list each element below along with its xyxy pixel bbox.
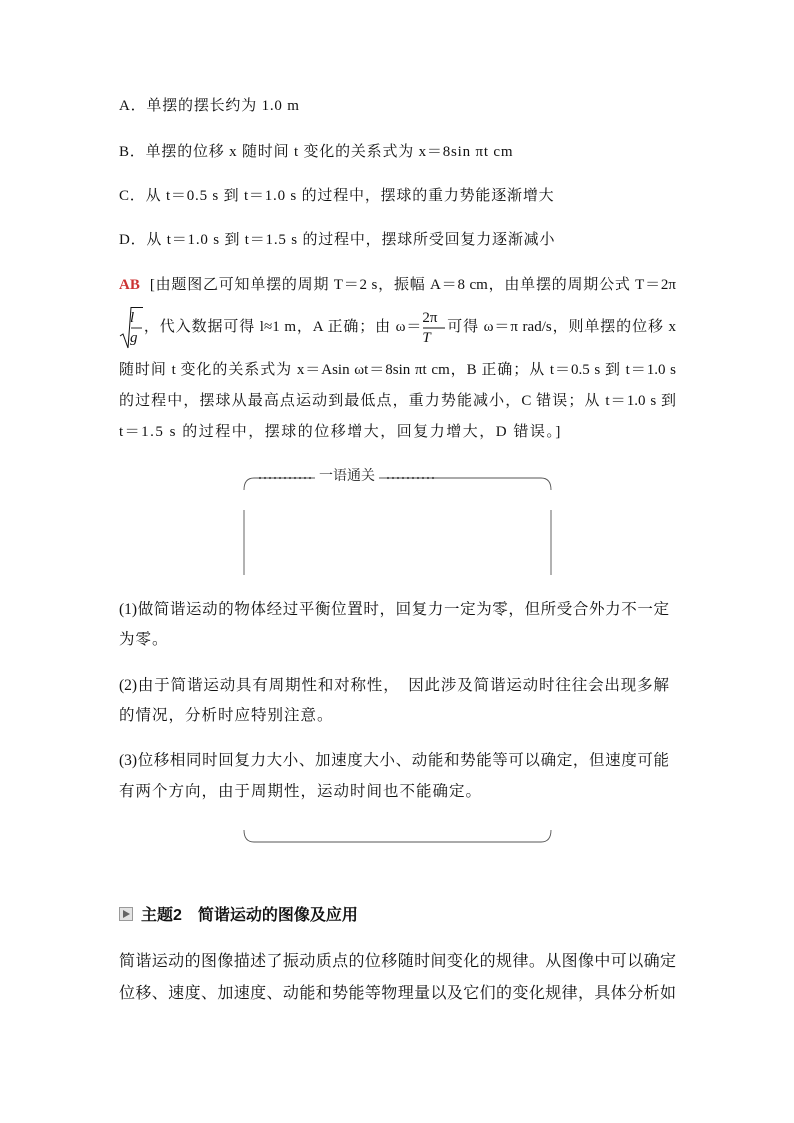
summary-line-3: (2)由于简谐运动具有周期性和对称性， 因此涉及简谐运动时往往会出现多解 (119, 677, 669, 694)
play-triangle-icon (119, 906, 133, 920)
answer-line-3: 随时间 t 变化的关系式为 x＝Asin ωt＝8sin πt cm，B 正确；从 t＝0.5 s 到 t＝1.0 s (119, 362, 676, 378)
fraction-2pi-over-t (422, 306, 446, 350)
answer-line-2 (119, 303, 676, 351)
answer-text-1: [由题图乙可知单摆的周期 T＝2 s，振幅 A＝8 cm，由单摆的周期公式 T＝2π (149, 277, 676, 293)
option-d: D．从 t＝1.0 s 到 t＝1.5 s 的过程中，摆球所受回复力逐渐减小 (119, 232, 556, 248)
option-a: A．单摆的摆长约为 1.0 m (119, 98, 300, 114)
summary-line-1: (1)做简谐运动的物体经过平衡位置时，回复力一定为零，但所受合外力不一定 (119, 601, 669, 618)
summary-line-2: 为零。 (119, 631, 169, 648)
fraction-denominator: T (422, 329, 431, 346)
summary-line-4: 的情况，分析时应特别注意。 (119, 707, 334, 724)
answer-text-2b: 可得 ω＝π rad/s，则单摆的位移 x (446, 319, 677, 335)
answer-line-4: 的过程中，摆球从最高点运动到最低点，重力势能减小，C 错误；从 t＝1.0 s 到 (119, 393, 676, 409)
square-root-l-over-g (119, 306, 143, 350)
summary-line-6: 有两个方向，由于周期性，运动时间也不能确定。 (119, 783, 483, 800)
paragraph-line-1: 简谐运动的图像描述了振动质点的位移随时间变化的规律。从图像中可以确定 (119, 953, 676, 970)
sqrt-numerator: l (130, 309, 135, 326)
answer-label: AB (119, 277, 140, 293)
option-c: C．从 t＝0.5 s 到 t＝1.0 s 的过程中，摆球的重力势能逐渐增大 (119, 188, 555, 204)
section-label: 主题2 (141, 907, 182, 924)
answer-text-2a: ，代入数据可得 l≈1 m，A 正确；由 ω＝ (143, 319, 423, 335)
paragraph-line-2: 位移、速度、加速度、动能和势能等物理量以及它们的变化规律，具体分析如 (119, 985, 676, 1002)
fraction-numerator: 2π (422, 309, 438, 326)
summary-box-title: 一语通关 (315, 468, 379, 486)
option-b: B．单摆的位移 x 随时间 t 变化的关系式为 x＝8sin πt cm (119, 144, 514, 160)
section-title: 简谐运动的图像及应用 (197, 907, 358, 924)
answer-line-5: t＝1.5 s 的过程中，摆球的位移增大，回复力增大，D 错误。] (119, 424, 562, 440)
summary-line-5: (3)位移相同时回复力大小、加速度大小、动能和势能等可以确定，但速度可能 (119, 752, 669, 769)
sqrt-denominator: g (130, 329, 138, 346)
answer-line-1 (119, 275, 676, 295)
section-heading (119, 905, 358, 927)
